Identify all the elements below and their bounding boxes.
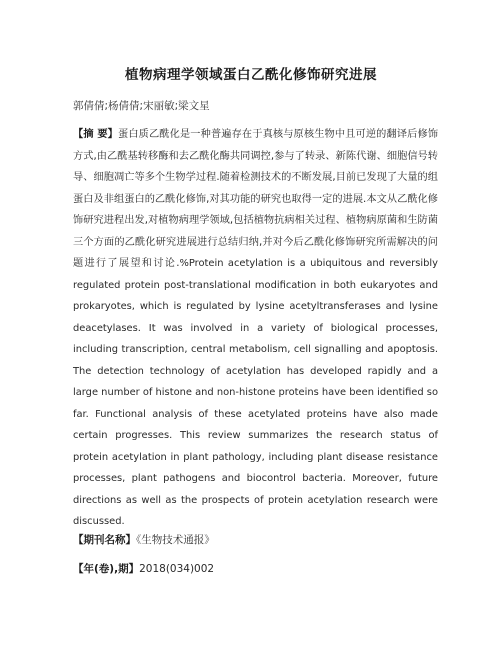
journal-name-row xyxy=(73,532,215,547)
author-list: 郭倩倩;杨倩倩;宋丽敏;梁文星 xyxy=(73,100,210,112)
abstract-text-zh: 蛋白质乙酰化是一种普遍存在于真核与原核生物中且可逆的翻译后修饰方式,由乙酰基转移酶和去乙酰化酶共同调控,参与了转录、新陈代谢、细胞信号转导、细胞凋亡等多个生物学过程.随着检测技术的不断发展,目前已发现了大量的组蛋白及非组蛋白的乙酰化修饰,对其功能的研究也取得一定的进展.本文从乙酰化修饰研究进程出发,对植物病理学领域,包括植物抗病相关过程、植物病原菌和生防菌三个方面的乙酰化研究进展进行总结归纳,并对今后乙酰化修饰研究所需解决的问题进行了展望和讨论. xyxy=(73,129,439,269)
year-issue-row xyxy=(73,561,214,576)
abstract-text-en: %Protein acetylation is a ubiquitous and reversibly regulated protein post-translational modification in both eukaryotes and prokaryotes, which is regulated by lysine acetyltransferases and lysine deacetylases. It was involved in a variety of biological processes, including transcription, central metabolism, cell signalling and apoptosis. The detection technology of acetylation has developed rapidly and a large number of histone and non-histone proteins have been identified so far. Functional analysis of these acetylated proteins have also made certain progresses. This review summarizes the research status of protein acetylation in plant pathology, including plant disease resistance processes, plant pathogens and biocontrol bacteria. Moreover, future directions as well as the prospects of protein acetylation research were discussed. xyxy=(73,258,438,527)
journal-value: 《生物技术通报》 xyxy=(136,534,215,546)
year-issue-value: 2018(034)002 xyxy=(139,563,215,575)
document-title: 植物病理学领域蛋白乙酰化修饰研究进展 xyxy=(125,67,377,83)
abstract-label: 【摘 要】 xyxy=(73,129,118,140)
year-issue-label: 【年(卷),期】 xyxy=(73,563,140,575)
journal-label: 【期刊名称】 xyxy=(73,534,136,546)
abstract-block xyxy=(73,124,438,533)
